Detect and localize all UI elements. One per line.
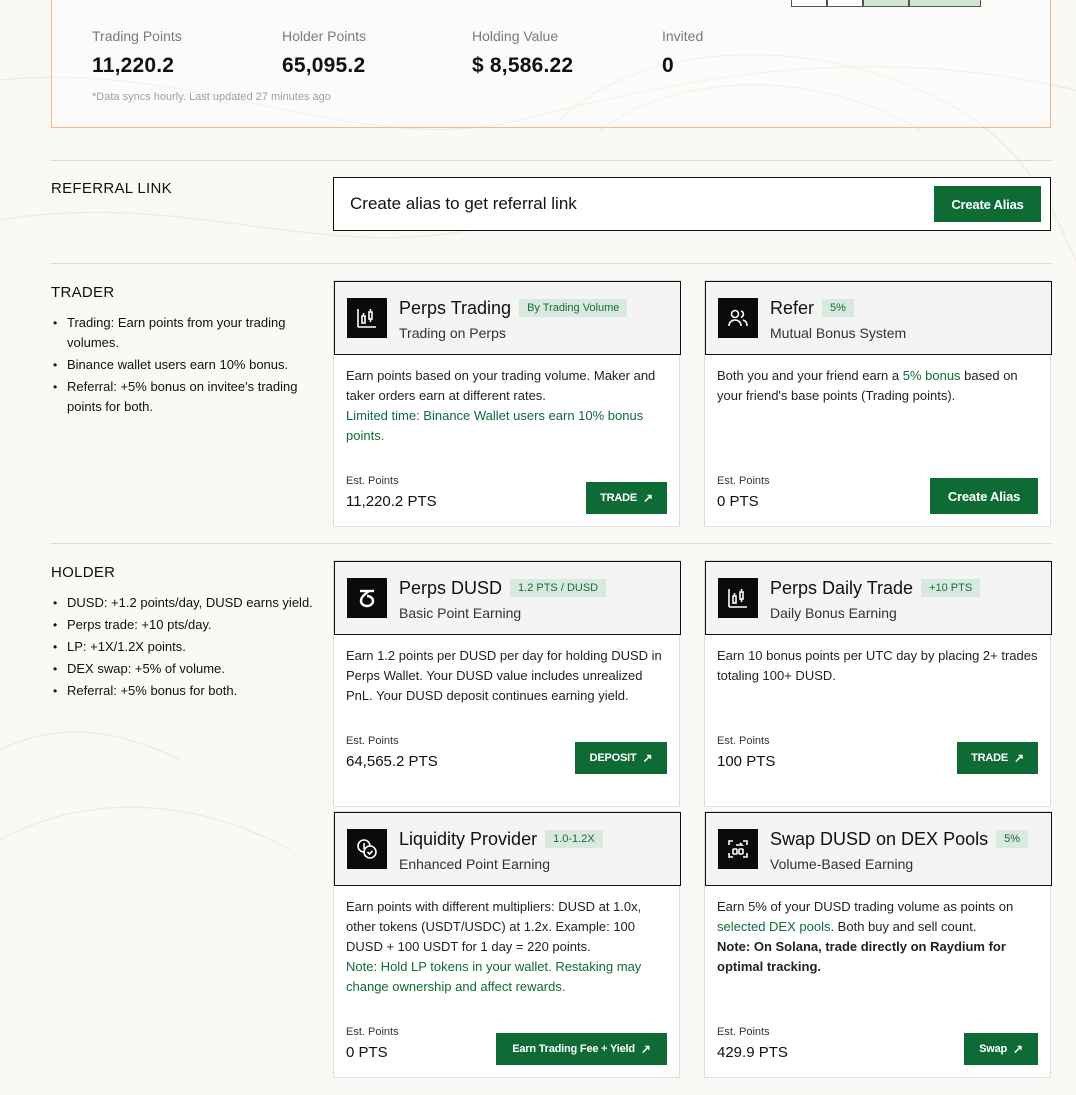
trader-section-title: TRADER xyxy=(51,284,115,301)
card-header xyxy=(334,561,681,635)
card-description: Earn points based on your trading volume. Maker and taker orders earn at different rates. Limited time: Binance Wallet users earn 10% bonus points. xyxy=(346,368,656,443)
card-title: Perps Daily Trade +10 PTS xyxy=(770,578,980,599)
section-divider xyxy=(51,543,1051,544)
list-item: • DEX swap: +5% of volume. xyxy=(51,659,313,679)
est-points-label: Est. Points xyxy=(717,475,770,487)
card-badge: 1.0-1.2X xyxy=(545,830,603,848)
list-item: • Trading: Earn points from your trading volumes. xyxy=(51,313,313,353)
list-item: • Perps trade: +10 pts/day. xyxy=(51,615,313,635)
card-badge: 5% xyxy=(822,299,854,317)
dusd-logo-icon xyxy=(347,578,387,618)
est-points-label: Est. Points xyxy=(346,475,399,487)
perps-trading-card xyxy=(333,280,680,527)
stat-label: Holder Points xyxy=(282,28,367,44)
stat-holding-value xyxy=(472,28,573,78)
swap-scan-icon xyxy=(718,829,758,869)
est-points-value: 11,220.2 PTS xyxy=(346,493,437,510)
candlestick-chart-icon xyxy=(347,298,387,338)
card-description: Earn 1.2 points per DUSD per day for holding DUSD in Perps Wallet. Your DUSD value includes unrealized PnL. Your DUSD deposit continues earning yield. xyxy=(346,648,662,703)
card-header xyxy=(705,281,1052,355)
users-icon xyxy=(718,298,758,338)
dex-pools-link[interactable]: selected DEX pools xyxy=(717,919,831,934)
card-title: Swap DUSD on DEX Pools 5% xyxy=(770,829,1028,850)
card-subtitle: Mutual Bonus System xyxy=(770,325,907,341)
arrow-up-right-icon: ↗ xyxy=(643,491,653,505)
card-header xyxy=(334,281,681,355)
coins-icon xyxy=(347,829,387,869)
card-description: Earn points with different multipliers: DUSD at 1.0x, other tokens (USDT/USDC) at 1.2x. Example: 100 DUSD + 100 USDT for 1 day = 220 points. Note: Hold LP tokens in your wallet. Restaking may change ownership and affect rewards. xyxy=(346,899,642,994)
list-item: • Binance wallet users earn 10% bonus. xyxy=(51,355,313,375)
card-subtitle: Volume-Based Earning xyxy=(770,856,914,872)
stat-label: Holding Value xyxy=(472,28,559,44)
trade-button[interactable]: TRADE ↗ xyxy=(586,482,667,514)
card-title: Perps DUSD 1.2 PTS / DUSD xyxy=(399,578,606,599)
est-points-value: 0 PTS xyxy=(346,1044,388,1061)
arrow-up-right-icon: ↗ xyxy=(642,751,653,765)
card-badge: +10 PTS xyxy=(921,579,980,597)
est-points-value: 100 PTS xyxy=(717,753,776,770)
perps-daily-trade-card xyxy=(704,560,1051,807)
stat-trading-points xyxy=(92,28,182,78)
card-subtitle: Trading on Perps xyxy=(399,325,506,341)
card-subtitle: Basic Point Earning xyxy=(399,605,522,621)
deposit-button[interactable]: DEPOSIT ↗ xyxy=(575,742,667,774)
card-badge: By Trading Volume xyxy=(519,299,627,317)
section-divider xyxy=(51,160,1051,161)
arrow-up-right-icon: ↗ xyxy=(1013,1042,1023,1056)
holder-bullets xyxy=(51,593,313,703)
card-header xyxy=(334,812,681,886)
card-description: Both you and your friend earn a 5% bonus based on your friend's base points (Trading points). xyxy=(717,368,1018,403)
card-title: Liquidity Provider 1.0-1.2X xyxy=(399,829,603,850)
est-points-label: Est. Points xyxy=(717,735,770,747)
card-badge: 1.2 PTS / DUSD xyxy=(510,579,606,597)
referral-prompt: Create alias to get referral link xyxy=(350,194,577,213)
est-points-value: 429.9 PTS xyxy=(717,1044,788,1061)
stat-value: $ 8,586.22 xyxy=(472,54,574,77)
card-header xyxy=(705,812,1052,886)
est-points-value: 64,565.2 PTS xyxy=(346,753,438,770)
stat-label: Invited xyxy=(662,28,704,44)
card-header xyxy=(705,561,1052,635)
create-alias-button[interactable]: Create Alias xyxy=(934,186,1041,222)
trade-button[interactable]: TRADE ↗ xyxy=(957,742,1038,774)
trader-bullets xyxy=(51,313,313,419)
est-points-label: Est. Points xyxy=(346,735,399,747)
card-description: Earn 10 bonus points per UTC day by placing 2+ trades totaling 100+ DUSD. xyxy=(717,648,1038,683)
liquidity-provider-card xyxy=(333,811,680,1078)
swap-button[interactable]: Swap ↗ xyxy=(964,1033,1038,1065)
stat-value: 11,220.2 xyxy=(92,54,175,77)
card-badge: 5% xyxy=(996,830,1028,848)
stat-value: 0 xyxy=(662,54,674,77)
stat-label: Trading Points xyxy=(92,28,182,44)
card-subtitle: Daily Bonus Earning xyxy=(770,605,897,621)
swap-dusd-card xyxy=(704,811,1051,1078)
card-subtitle: Enhanced Point Earning xyxy=(399,856,550,872)
earn-trading-fee-button[interactable]: Earn Trading Fee + Yield ↗ xyxy=(496,1033,667,1065)
est-points-label: Est. Points xyxy=(346,1026,399,1038)
card-title: Refer 5% xyxy=(770,298,854,319)
list-item: • Referral: +5% bonus for both. xyxy=(51,681,313,701)
list-item: • DUSD: +1.2 points/day, DUSD earns yield. xyxy=(51,593,313,613)
referral-section-title: REFERRAL LINK xyxy=(51,180,172,197)
arrow-up-right-icon: ↗ xyxy=(640,1042,651,1056)
perps-dusd-card xyxy=(333,560,680,807)
sync-note: *Data syncs hourly. Last updated 27 minutes ago xyxy=(92,91,331,103)
holder-section-title: HOLDER xyxy=(51,564,116,581)
arrow-up-right-icon: ↗ xyxy=(1014,751,1024,765)
stat-invited xyxy=(662,28,703,78)
est-points-value: 0 PTS xyxy=(717,493,759,510)
referral-link-box xyxy=(333,177,1051,231)
create-alias-card-button[interactable]: Create Alias xyxy=(930,478,1038,514)
card-description: Earn 5% of your DUSD trading volume as points on selected DEX pools. Both buy and sell count. Note: On Solana, trade directly on Raydium for optimal tracking. xyxy=(717,899,1014,974)
est-points-label: Est. Points xyxy=(717,1026,770,1038)
stat-value: 65,095.2 xyxy=(282,54,366,77)
candlestick-chart-icon xyxy=(718,578,758,618)
card-title: Perps Trading By Trading Volume xyxy=(399,298,627,319)
section-divider xyxy=(51,263,1051,264)
list-item: • LP: +1X/1.2X points. xyxy=(51,637,313,657)
refer-card xyxy=(704,280,1051,527)
stat-holder-points xyxy=(282,28,366,78)
list-item: • Referral: +5% bonus on invitee's trading points for both. xyxy=(51,377,313,417)
tier-progress-strip xyxy=(791,0,981,7)
points-summary-panel xyxy=(51,0,1051,128)
